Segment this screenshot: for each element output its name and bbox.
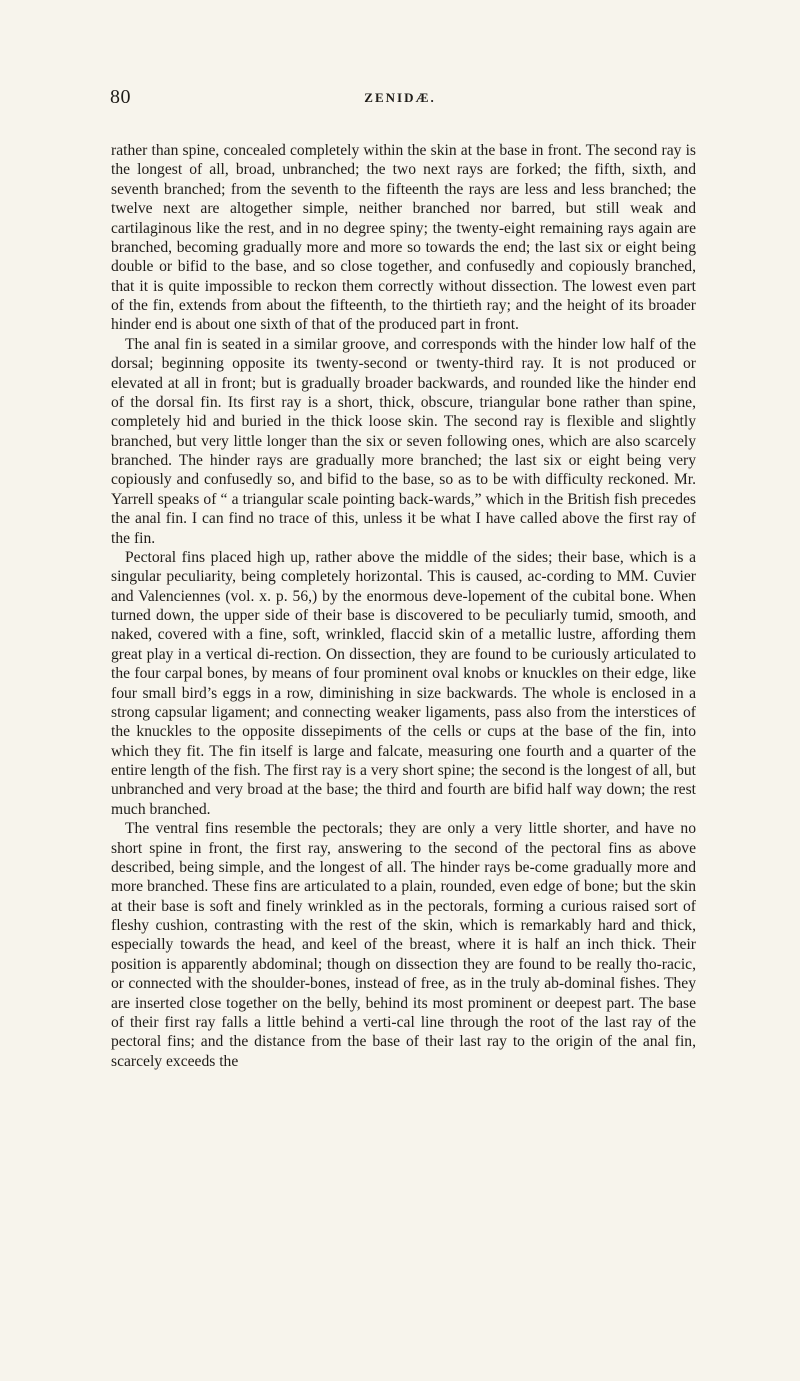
paragraph: rather than spine, concealed completely within the skin at the base in front. The second ray is the longest of all, broad, unbranched; the two next rays are forked; the fifth, sixth, and seventh branched; from the seventh to the fifteenth the rays are less and less branched; the twelve next are altogether simple, neither branched nor barred, but still weak and cartilaginous like the rest, and in no degree spiny; the twenty-eight remaining rays again are branched, becoming gradually more and more so towards the end; the last six or eight being double or bifid to the base, and so close together, and confusedly and copiously branched, that it is quite impossible to reckon them correctly without dissection. The lowest even part of the fin, extends from about the fifteenth, to the thirtieth ray; and the height of its broader hinder end is about one sixth of that of the produced part in front. — [111, 142, 696, 334]
running-head: ZENIDÆ. — [364, 90, 436, 105]
paragraph: The anal fin is seated in a similar groove, and corresponds with the hinder low half of the dorsal; beginning opposite its twenty-second or twenty-third ray. It is not produced or elevated at all in front; but is gradually broader backwards, and rounded like the hinder end of the dorsal fin. Its first ray is a short, thick, obscure, triangular bone rather than spine, completely hid and buried in the thick loose skin. The second ray is flexible and slightly branched, but very little longer than the six or seven following ones, which are also scarcely branched. The hinder rays are gradually more branched; the last six or eight being very copiously and confusedly so, and bifid to the base, so as to be with difficulty reckoned. Mr. Yarrell speaks of “ a triangular scale pointing back-wards,” which in the British fish precedes the anal fin. I can find no trace of this, unless it be what I have called above the first ray of the fin. — [111, 335, 696, 547]
page-header — [0, 86, 800, 114]
paragraph: The ventral fins resemble the pectorals; they are only a very little shorter, and have no short spine in front, the first ray, answering to the second of the pectoral fins as above described, being simple, and the longest of all. The hinder rays be-come gradually more and more branched. These fins are articulated to a plain, rounded, even edge of bone; but the skin at their base is soft and finely wrinkled as in the pectorals, forming a curious raised sort of fleshy cushion, contrasting with the rest of the skin, which is remarkably hard and thick, especially towards the head, and keel of the breast, where it is half an inch thick. Their position is apparently abdominal; though on dissection they are found to be really tho-racic, or connected with the shoulder-bones, instead of free, as in the truly ab-dominal fishes. They are inserted close together on the belly, behind its most prominent or deepest part. The base of their first ray falls a little behind a verti-cal line through the root of the last ray of the pectoral fins; and the distance from the base of their last ray to the origin of the anal fin, scarcely exceeds the — [111, 820, 696, 1070]
body-text — [111, 141, 696, 1071]
page-number: 80 — [110, 86, 131, 108]
paragraph: Pectoral fins placed high up, rather above the middle of the sides; their base, which is a singular peculiarity, being completely horizontal. This is caused, ac-cording to MM. Cuvier and Valenciennes (vol. x. p. 56,) by the enormous deve-lopement of the cubital bone. When turned down, the upper side of their base is discovered to be peculiarly tumid, smooth, and naked, covered with a fine, soft, wrinkled, flaccid skin of a metallic lustre, affording them great play in a vertical di-rection. On dissection, they are found to be curiously articulated to the four carpal bones, by means of four prominent oval knobs or knuckles on their edge, like four small bird’s eggs in a row, diminishing in size backwards. The whole is enclosed in a strong capsular ligament; and connecting weaker ligaments, pass also from the interstices of the knuckles to the opposite dissepiments of the cells or cups at the base of the fin, into which they fit. The fin itself is large and falcate, measuring one fourth and a quarter of the entire length of the fish. The first ray is a very short spine; the second is the longest of all, but unbranched and very broad at the base; the third and fourth are bifid half way down; the rest much branched. — [111, 548, 696, 818]
